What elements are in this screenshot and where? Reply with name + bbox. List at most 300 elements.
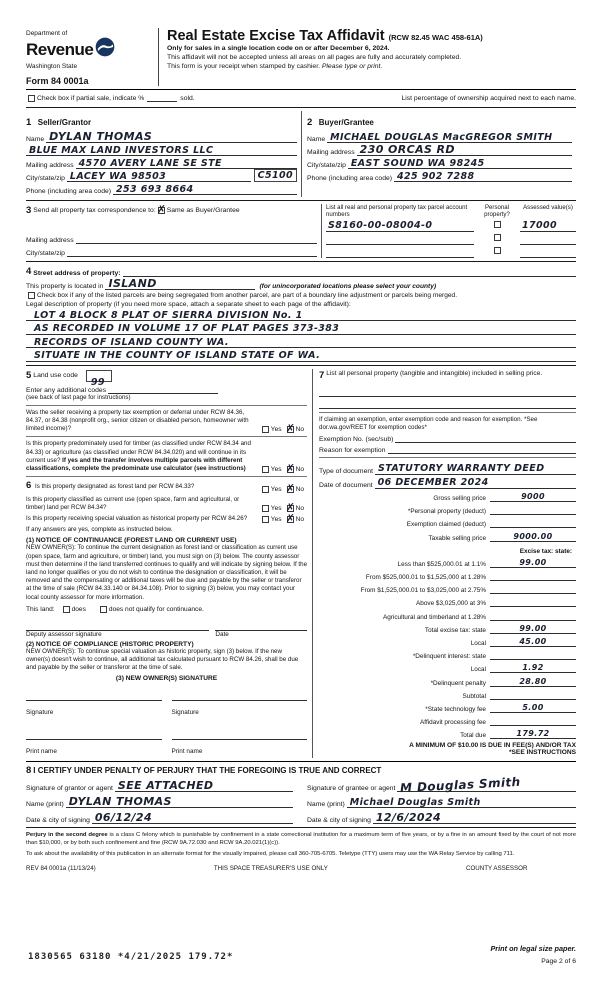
tax-row: [319, 647, 576, 660]
revenue-logo-icon: [95, 37, 115, 62]
right-column: [312, 369, 576, 759]
tax-row-value: 9000.00: [513, 531, 553, 541]
parcel-row: [326, 245, 576, 258]
timber-question: [26, 440, 260, 473]
personal-property-line-1[interactable]: [319, 385, 576, 397]
deferral-yes-checkbox[interactable]: [262, 426, 269, 433]
date-of-document-value: 06 DECEMBER 2024: [377, 477, 489, 489]
tax-row: [319, 542, 576, 555]
tax-row-label: Local: [470, 640, 486, 647]
see-back-note: (see back of last page for instructions): [26, 393, 131, 401]
buyer-mailing-label: Mailing address: [307, 149, 355, 156]
grantor-date-field[interactable]: [92, 812, 293, 824]
street-address-field[interactable]: [123, 265, 576, 277]
tax-row-value-field[interactable]: [490, 582, 576, 594]
grantor-date-value: 06/12/24: [94, 811, 153, 825]
no-label: No: [295, 426, 304, 434]
exemption-no-label: Exemption No. (sec/sub): [319, 435, 394, 443]
tax-row-value-field[interactable]: [490, 503, 576, 515]
treasurer-stamp: 1830565 63180 *4/21/2025 179.72*: [28, 952, 234, 962]
seller-city-label: City/state/zip: [26, 175, 65, 182]
seller-phone-value: 253 693 8664: [116, 183, 194, 195]
divider: [26, 761, 576, 762]
tax-row: [319, 489, 576, 502]
divider: [26, 365, 576, 366]
grantee-name-value: Michael Douglas Smith: [349, 796, 481, 808]
yes-label: Yes: [270, 485, 282, 493]
owner-signature-label-1: Signature: [26, 709, 54, 717]
checkbox-x-mark: ✗: [285, 512, 295, 526]
yes-label: Yes: [270, 466, 282, 474]
type-of-document-label: Type of document: [319, 467, 374, 475]
section-8-number: 8: [26, 765, 32, 777]
land-use-code-value: 99: [90, 376, 105, 388]
partial-sale-percent-field[interactable]: [147, 94, 177, 102]
legal-line-2-value: AS RECORDED IN VOLUME 17 OF PLAT PAGES 373-383: [34, 323, 340, 335]
tax-row-value: 1.92: [522, 663, 544, 673]
page-number: Page 2 of 6: [541, 958, 576, 965]
exemption-note: If claiming an exemption, enter exemption code and reason for exemption. *See dor.wa.gov/REET for exemption codes*: [319, 415, 538, 431]
deferral-no-checkbox[interactable]: [285, 422, 295, 436]
tax-row: [319, 581, 576, 594]
seller-mailing-label: Mailing address: [26, 162, 74, 169]
tax-row-label: Local: [470, 666, 486, 674]
same-as-buyer-checkbox[interactable]: [156, 203, 166, 216]
perjury-rest: is a class C felony which is punishable by confinement in a state correctional institution for a maximum term of five years, or by a fine in an amount fixed by the court of not more than $10,000, or by both such confinement and fine (RCW 9A.72.030 and RCW 9A.20.021(1)(c)).: [26, 832, 577, 847]
buyer-name-label: Name: [307, 136, 326, 143]
assessed-value-field-2[interactable]: [520, 233, 576, 245]
timber-question-text: Is this property predominately used for timber (as classified under RCW 84.34 and 84.33) or agriculture (as classified under RCW 84.34.020) and will continue in its current use?: [26, 440, 251, 464]
seller-phone-field[interactable]: [113, 183, 297, 195]
divider: [319, 457, 576, 458]
tax-row: [319, 713, 576, 726]
seller-mailing-field[interactable]: [76, 157, 297, 169]
alt-format-notice: To ask about the availability of this publication in an alternate format for the visually impaired, please call 360-705-6705. Teletype (TTY) users may use the WA Relay Service by calling 711.: [26, 851, 515, 858]
parcel-number-field-3[interactable]: [326, 246, 474, 258]
section-3-left: [26, 204, 321, 258]
current-use-yes-checkbox[interactable]: [262, 505, 269, 512]
personal-property-list-label: List all personal property (tangible and intangible) included in selling price.: [326, 369, 543, 377]
tax-row-value-field[interactable]: [490, 648, 576, 660]
header-note-3-text: This form is your receipt when stamped by cashier.: [167, 63, 320, 71]
located-in-field[interactable]: [105, 278, 255, 290]
deputy-assessor-row: [26, 621, 307, 638]
tax-row-value-field[interactable]: [490, 490, 576, 502]
tax-row-value-field[interactable]: [490, 516, 576, 528]
header-note-3-italic: Please type or print.: [321, 63, 383, 71]
forest-yes-checkbox[interactable]: [262, 486, 269, 493]
buyer-phone-value: 425 902 7288: [397, 170, 475, 182]
minimum-due-note: A MINIMUM OF $10.00 IS DUE IN FEE(S) AND/OR TAX: [409, 742, 576, 750]
forest-question-row: [26, 480, 307, 493]
tax-row: [319, 726, 576, 739]
treasurer-use-label: THIS SPACE TREASURER'S USE ONLY: [213, 865, 328, 873]
tax-row: [319, 528, 576, 541]
legal-description-line-1[interactable]: [26, 308, 576, 322]
lower-two-column-region: [26, 369, 576, 759]
section-6-number: 6: [26, 480, 32, 492]
assessed-value-header: Assessed value(s): [523, 204, 573, 211]
historic-no-checkbox[interactable]: [285, 512, 295, 526]
tax-row-value-field[interactable]: [490, 661, 576, 673]
parcel-row: [326, 232, 576, 245]
send-correspondence-label: Send all property tax correspondence to:: [33, 207, 156, 214]
does-not-label: does not qualify for continuance.: [108, 605, 204, 613]
street-address-label: Street address of property:: [33, 269, 121, 277]
tax-row: [319, 700, 576, 713]
seller-city-field[interactable]: [67, 170, 251, 182]
grantor-sig-label: Signature of grantor or agent: [26, 785, 113, 793]
tax-row-value-field[interactable]: [490, 556, 576, 568]
section-1-title: Seller/Grantor: [37, 118, 92, 127]
divider: [26, 107, 576, 108]
grantee-sig-label: Signature of grantee or agent: [307, 785, 396, 793]
tax-row-label: Agricultural and timberland at 1.28%: [382, 613, 486, 621]
tax-row: [319, 568, 576, 581]
tax-row: [319, 594, 576, 607]
land-use-label: Land use code: [33, 372, 78, 380]
grantee-signature-field[interactable]: [397, 775, 576, 796]
section-5-number: 5: [26, 370, 32, 382]
tax-row-label: *Personal property (deduct): [407, 508, 486, 516]
legal-description-line-4[interactable]: [26, 348, 576, 362]
date-of-document-label: Date of document: [319, 481, 373, 489]
buyer-city-value: EAST SOUND WA 98245: [350, 157, 485, 169]
divider: [26, 827, 576, 828]
section-4: [26, 265, 576, 362]
perjury-lead: Perjury in the second degree: [26, 832, 108, 839]
located-in-label: This property is located in: [26, 282, 104, 290]
seller-name-field[interactable]: [46, 131, 297, 143]
yes-label: Yes: [270, 426, 282, 434]
section-3: [26, 204, 576, 258]
header-note-2: This affidavit will not be accepted unless all areas on all pages are fully and accurately completed.: [167, 54, 462, 62]
personal-property-checkbox-2[interactable]: [494, 234, 501, 241]
assessed-value-field-3[interactable]: [520, 246, 576, 258]
deputy-date-label: Date: [215, 630, 229, 638]
section-seller: [26, 111, 301, 197]
divider: [319, 412, 576, 413]
unincorporated-note: (for unincorporated locations please select your county): [259, 282, 437, 290]
buyer-city-field[interactable]: [348, 157, 572, 169]
seller-name2-field[interactable]: [26, 144, 297, 156]
tax-row-label: Exemption claimed (deduct): [406, 521, 486, 529]
this-land-label: This land:: [26, 605, 55, 613]
historic-yes-checkbox[interactable]: [262, 516, 269, 523]
divider: [26, 200, 576, 201]
buyer-name-value: MICHAEL DOUGLAS MacGREGOR SMITH: [330, 131, 553, 143]
personal-property-line-2[interactable]: [319, 397, 576, 409]
reason-field[interactable]: [388, 442, 577, 454]
tax-row-value: 28.80: [519, 676, 547, 686]
dept-subtitle: Washington State: [26, 63, 78, 70]
reason-label: Reason for exemption: [319, 446, 386, 454]
tax-row-value-field[interactable]: [490, 701, 576, 713]
owner-print-field-2[interactable]: [172, 729, 308, 740]
type-of-document-value: STATUTORY WARRANTY DEED: [378, 463, 545, 475]
tax-row-label: Less than $525,000.01 at 1.1%: [397, 560, 486, 568]
parcel-number-value: S8160-00-08004-0: [328, 220, 433, 232]
form-number: Form 84 0001a: [26, 76, 89, 86]
notice-1-title: (1) NOTICE OF CONTINUANCE (FOREST LAND OR CURRENT USE): [26, 537, 237, 545]
tax-row-label: Subtotal: [462, 692, 486, 700]
additional-codes-label: Enter any additional codes: [26, 386, 107, 394]
divider: [26, 261, 576, 262]
parcel-table: [321, 204, 576, 258]
owner-print-label-1: Print name: [26, 748, 57, 756]
buyer-phone-field[interactable]: [394, 170, 572, 182]
tax-row: [319, 555, 576, 568]
form-title-rcw: (RCW 82.45 WAC 458-61A): [388, 33, 483, 42]
legal-line-3-value: RECORDS OF ISLAND COUNTY WA.: [34, 336, 229, 348]
seller-name-value: DYLAN THOMAS: [49, 130, 153, 143]
tax-row-label: *State technology fee: [425, 705, 486, 713]
tax-row-label: Total excise tax: state: [424, 626, 486, 634]
no-label: No: [295, 485, 304, 493]
tax-row-value-field[interactable]: [490, 688, 576, 700]
owner-print-label-2: Print name: [171, 748, 203, 756]
grantor-signature-field[interactable]: [115, 780, 293, 792]
tax-row: [319, 687, 576, 700]
tax-row: [319, 634, 576, 647]
tax-row-label: *Delinquent interest: state: [412, 653, 486, 661]
buyer-mailing-field[interactable]: [357, 144, 572, 156]
new-owner-print-names: [26, 729, 307, 758]
tax-row-value-field[interactable]: [490, 635, 576, 647]
seller-name-label: Name: [26, 136, 45, 143]
timber-no-checkbox[interactable]: [285, 462, 295, 476]
section-1-number: 1: [26, 117, 32, 128]
owner-signature-field-2[interactable]: [172, 690, 308, 701]
tax-row-value-field[interactable]: [490, 569, 576, 581]
title-block: [158, 28, 576, 86]
tax-row-value-field[interactable]: [490, 714, 576, 726]
deputy-date-field[interactable]: [215, 621, 307, 631]
seller-suite-value: C5100: [254, 169, 297, 183]
forest-question-text: Is this property designated as forest land per RCW 84.33?: [35, 483, 195, 491]
historic-question: Is this property receiving special valuation as historical property per RCW 84.26?: [26, 515, 248, 523]
grantee-date-value: 12/6/2024: [375, 811, 442, 825]
divider: [26, 476, 307, 477]
parcel-header: List all real and personal property tax parcel account numbers: [326, 204, 468, 219]
deputy-signature-field[interactable]: [26, 621, 209, 631]
personal-property-checkbox-3[interactable]: [494, 247, 501, 254]
deputy-signature-label: Deputy assessor signature: [26, 630, 102, 638]
print-legal-note: Print on legal size paper.: [490, 944, 576, 953]
tax-row-value: 45.00: [519, 637, 547, 646]
tax-row-label: From $1,525,000.01 to $3,025,000 at 2.75%: [360, 587, 486, 595]
notice-1-body: NEW OWNER(S): To continue the current designation as forest land or classification as current use (open space, farm and agriculture, or timber) land, you must sign on (3) below. The county assessor must then determine if the land transferred continues to qualify and will indicate by signing below. If the land no longer qualifies or you do not wish to continue the designation or classification, it will be removed and the compensating or additional taxes will be due and payable by the seller or transferor at the time of sale (RCW 84.33.140 or 84.34.108). Prior to signing (3) below, you may contact your local county assessor for more information.: [26, 544, 308, 601]
timber-question-row: [26, 440, 307, 476]
legal-description-label: Legal description of property (if you need more space, attach a separate sheet to each page of the affidavit):: [26, 300, 351, 308]
grantee-name-label: Name (print): [307, 801, 345, 809]
left-column: [26, 369, 312, 759]
grantee-signature-block: [301, 776, 576, 824]
tax-computation: [319, 489, 576, 740]
checkbox-x-mark: ✗: [285, 501, 295, 515]
form-header: [26, 28, 576, 86]
legal-line-1-value: LOT 4 BLOCK 8 PLAT OF SIERRA DIVISION No. 1: [34, 309, 303, 321]
yes-label: Yes: [270, 505, 282, 513]
no-label: No: [295, 505, 304, 513]
county-assessor-label: COUNTY ASSESSOR: [466, 865, 528, 873]
header-note-1: Only for sales in a single location code on or after December 6, 2024.: [167, 45, 390, 52]
ownership-note: List percentage of ownership acquired next to each name.: [401, 95, 576, 102]
tax-row: [319, 673, 576, 686]
owner-signature-label-2: Signature: [171, 709, 199, 717]
grantor-signature-block: [26, 776, 301, 824]
personal-property-checkbox-1[interactable]: [494, 221, 501, 228]
tax-row: [319, 502, 576, 515]
parcel-row: [326, 219, 576, 232]
checkbox-x-mark: ✗: [285, 462, 295, 476]
correspondence-city-field[interactable]: [67, 245, 317, 257]
divider: [26, 436, 307, 437]
tax-row: [319, 515, 576, 528]
grantor-signature-value: SEE ATTACHED: [117, 779, 214, 793]
segregated-label: Check box if any of the listed parcels are being segregated from another parcel, are part of a boundary line adjustment or parcels being merged.: [37, 291, 458, 299]
tax-row: [319, 621, 576, 634]
partial-sale-row: [26, 93, 576, 104]
section-8: [26, 765, 576, 824]
form-title: Real Estate Excise Tax Affidavit: [167, 28, 385, 44]
legal-line-4-value: SITUATE IN THE COUNTY OF ISLAND STATE OF WA.: [34, 350, 321, 362]
perjury-notice: [26, 832, 576, 848]
see-instructions-note: *SEE INSTRUCTIONS: [508, 749, 576, 757]
parcel-number-field-2[interactable]: [326, 233, 474, 245]
additional-codes-field[interactable]: [108, 382, 218, 394]
tax-row-label: Above $3,025,000 at 3%: [416, 600, 486, 608]
grantor-name-value: DYLAN THOMAS: [68, 795, 172, 809]
buyer-name-field[interactable]: [327, 131, 572, 143]
header-note-3: [167, 62, 576, 71]
does-not-qualify-checkbox[interactable]: [100, 606, 107, 613]
tax-row-value: 179.72: [516, 729, 550, 739]
grantee-signature-value: M Douglas Smith: [400, 775, 522, 796]
grantor-date-label: Date & city of signing: [26, 817, 90, 825]
checkbox-x-mark: ✗: [156, 203, 166, 216]
tax-row: [319, 607, 576, 620]
date-of-document-field[interactable]: [375, 477, 576, 489]
grantor-name-label: Name (print): [26, 801, 64, 809]
parties-section: [26, 111, 576, 197]
grantee-name-field[interactable]: [347, 796, 576, 808]
checkbox-x-mark: ✗: [285, 422, 295, 436]
tax-row-label: Affidavit processing fee: [420, 719, 486, 727]
tax-row-value: 9000: [521, 491, 545, 501]
deferral-question: Was the seller receiving a property tax exemption or deferral under RCW 84.36, 84.37, or 84.38 (nonprofit org., senior citizen or disabled person, homeowner with limited income)?: [26, 408, 249, 433]
section-2-title: Buyer/Grantee: [318, 118, 374, 127]
section-7-number: 7: [319, 369, 325, 381]
does-label: does: [71, 605, 86, 613]
buyer-city-label: City/state/zip: [307, 162, 346, 169]
correspondence-mailing-field[interactable]: [76, 232, 317, 244]
forest-question: [26, 480, 260, 493]
deferral-question-row: [26, 409, 307, 434]
tax-row-value-field[interactable]: [490, 609, 576, 621]
located-in-value: ISLAND: [108, 276, 157, 290]
certify-statement: I CERTIFY UNDER PENALTY OF PERJURY THAT THE FOREGOING IS TRUE AND CORRECT: [33, 766, 382, 776]
partial-sale-checkbox[interactable]: [28, 95, 35, 102]
partial-sale-sold-label: sold.: [180, 95, 195, 102]
notice-3-title: (3) NEW OWNER(S) SIGNATURE: [115, 675, 218, 683]
current-use-no-checkbox[interactable]: [285, 501, 295, 515]
header-divider: [26, 89, 576, 90]
dor-logo-block: [26, 28, 158, 86]
rev-number: REV 84 0001a (11/13/24): [26, 865, 96, 873]
land-use-code-field[interactable]: [86, 370, 112, 388]
checkbox-x-mark: ✗: [285, 481, 295, 495]
type-of-document-field[interactable]: [375, 463, 576, 475]
tax-row-value-field[interactable]: [490, 595, 576, 607]
timber-yes-checkbox[interactable]: [262, 466, 269, 473]
tax-row-value-field[interactable]: [490, 530, 576, 542]
legal-description-line-3[interactable]: [26, 335, 576, 349]
seller-mailing-value: 4570 AVERY LANE SE STE: [78, 157, 222, 169]
if-any-yes-note: If any answers are yes, complete as instructed below.: [26, 526, 173, 534]
current-use-question: Is this property classified as current use (open space, farm and agricultural, or timber) land per RCW 84.34?: [26, 495, 240, 511]
section-2-number: 2: [307, 117, 313, 128]
section-4-number: 4: [26, 265, 32, 277]
tax-row-label: Total due: [460, 732, 486, 740]
correspondence-mailing-label: Mailing address: [26, 237, 74, 244]
seller-name2-value: BLUE MAX LAND INVESTORS LLC: [29, 144, 214, 156]
correspondence-city-label: City/state/zip: [26, 250, 65, 257]
tax-row-value: 99.00: [519, 623, 547, 633]
dept-prefix: Department of: [26, 30, 68, 37]
personal-property-header: Personal property?: [484, 204, 510, 219]
section-buyer: [301, 111, 576, 197]
tax-row-value-field[interactable]: [490, 675, 576, 687]
segregated-checkbox[interactable]: [28, 292, 35, 299]
tax-row-value-field[interactable]: [490, 727, 576, 739]
grantee-date-field[interactable]: [373, 812, 576, 824]
dept-name: Revenue: [26, 39, 94, 59]
tax-row-label: Gross selling price: [433, 494, 486, 502]
owner-print-field-1[interactable]: [26, 729, 162, 740]
forest-no-checkbox[interactable]: [285, 481, 295, 495]
historic-question-row: [26, 512, 307, 526]
no-label: No: [295, 466, 304, 474]
tax-row-label: Excise tax: state:: [519, 547, 572, 555]
seller-phone-label: Phone (including area code): [26, 188, 112, 195]
does-qualify-checkbox[interactable]: [63, 606, 70, 613]
tax-row-label: *Delinquent penalty: [430, 679, 486, 687]
parcel-number-field[interactable]: [326, 220, 474, 232]
partial-sale-label: Check box if partial sale, indicate %: [37, 95, 145, 102]
grantee-date-label: Date & city of signing: [307, 817, 371, 825]
notice-2-body: NEW OWNER(S): To continue special valuation as historic property, sign (3) below. If the new owner(s) doesn't wish to continue, all additional tax calculated pursuant to RCW 84.26, shall be due and payable by the seller or transferor at the time of sale.: [26, 647, 299, 672]
affidavit-form: [26, 28, 576, 872]
footer-row: [26, 865, 576, 872]
assessed-value-field[interactable]: [520, 220, 576, 232]
current-use-question-row: [26, 495, 307, 515]
buyer-mailing-value: 230 ORCAS RD: [359, 143, 455, 156]
tax-row-value: 5.00: [522, 702, 544, 712]
grantor-name-field[interactable]: [66, 796, 293, 808]
tax-row-label: From $525,000.01 to $1,525,000 at 1.28%: [365, 574, 486, 582]
buyer-phone-label: Phone (including area code): [307, 175, 393, 182]
notice-2-title: (2) NOTICE OF COMPLIANCE (HISTORIC PROPERTY): [26, 640, 194, 648]
timber-question-bold: If yes and the transfer involves multiple parcels with different classifications, complete the predominate use calculator (see instructions): [26, 456, 246, 472]
assessed-value: 17000: [522, 220, 558, 232]
tax-row-value-field[interactable]: [490, 622, 576, 634]
owner-signature-field-1[interactable]: [26, 690, 162, 701]
tax-row: [319, 660, 576, 673]
tax-row-value: 99.00: [519, 557, 547, 567]
section-3-number: 3: [26, 205, 32, 216]
legal-description-line-2[interactable]: [26, 321, 576, 335]
